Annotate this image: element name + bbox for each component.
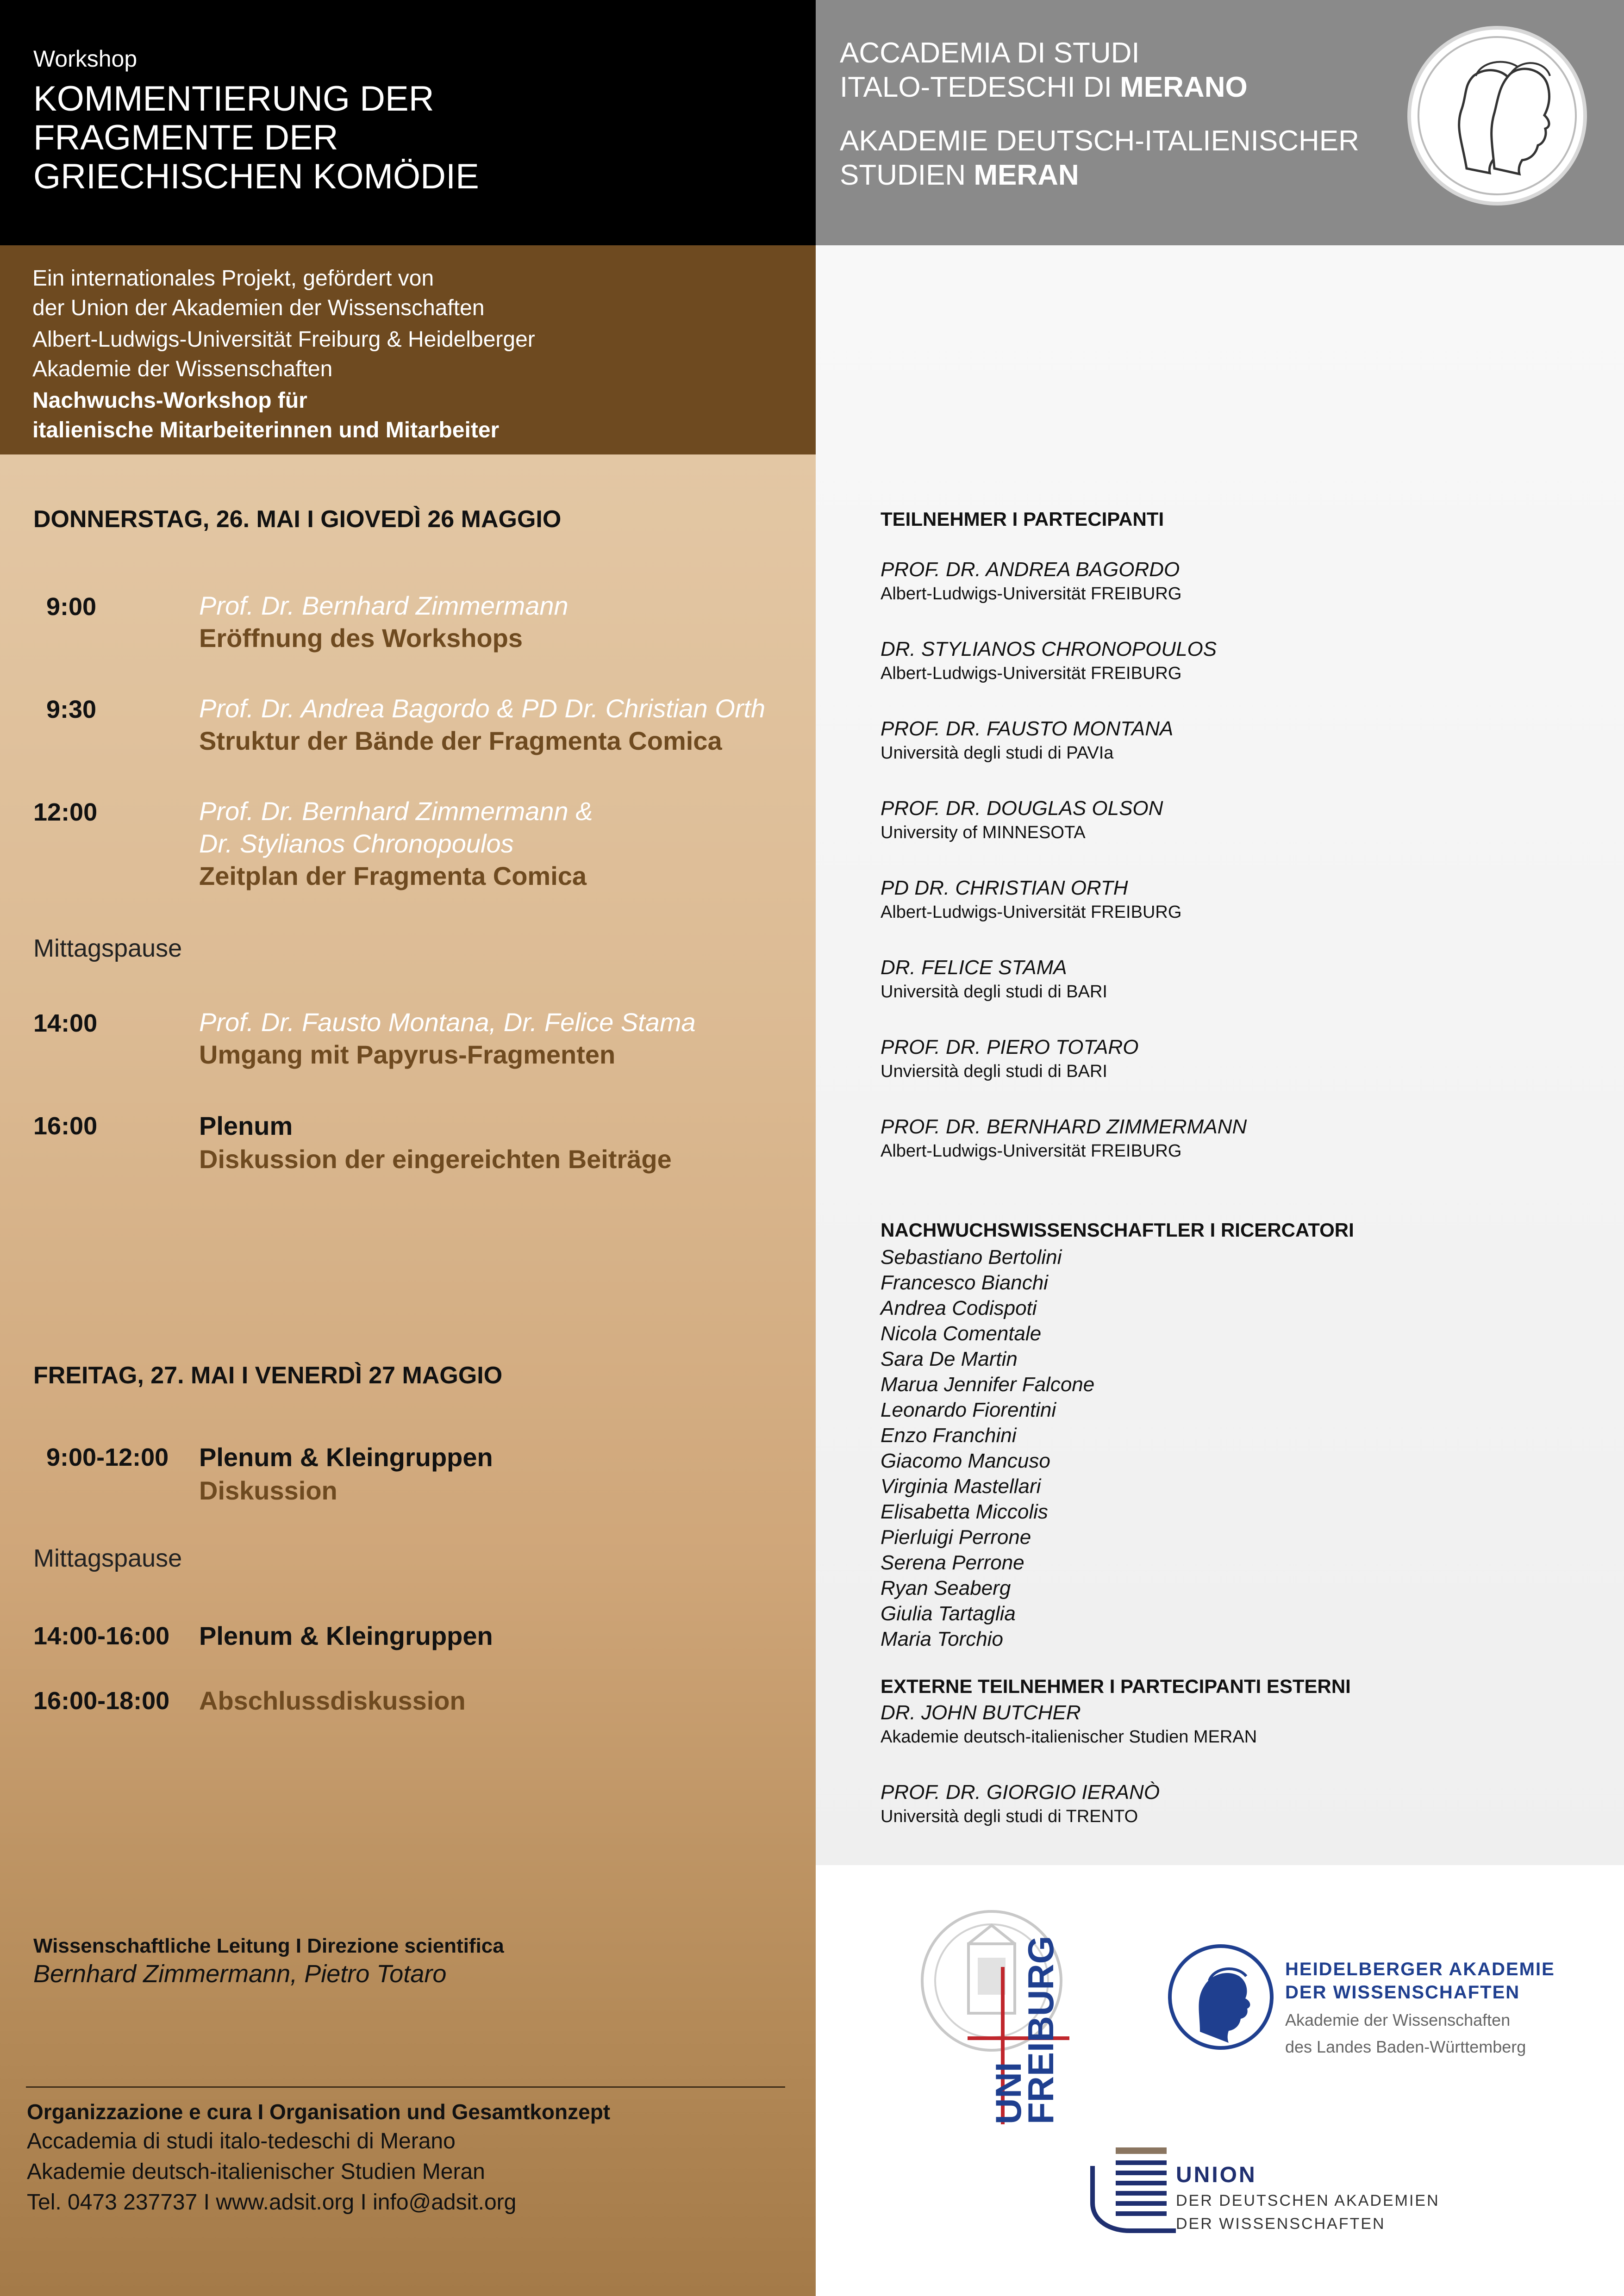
- lunch-break: Mittagspause: [33, 1544, 182, 1572]
- leadership-names: Bernhard Zimmermann, Pietro Totaro: [33, 1960, 447, 1988]
- researcher-name: Sara De Martin: [881, 1348, 1018, 1370]
- researcher-name: Nicola Comentale: [881, 1322, 1042, 1345]
- schedule-time: 9:30: [46, 696, 97, 723]
- researcher-name: Giulia Tartaglia: [881, 1602, 1016, 1625]
- schedule-speaker: Prof. Dr. Bernhard Zimmermann: [199, 591, 568, 620]
- schedule-speaker: Prof. Dr. Andrea Bagordo & PD Dr. Christian Orth: [199, 694, 766, 723]
- participant-affiliation: Akademie deutsch-italienischer Studien MERAN: [881, 1727, 1257, 1747]
- participant-name: DR. JOHN BUTCHER: [881, 1701, 1081, 1724]
- organization-line: Accademia di studi italo-tedeschi di Merano: [27, 2129, 456, 2153]
- schedule-speaker: Prof. Dr. Bernhard Zimmermann &: [199, 796, 593, 826]
- day2-heading: FREITAG, 27. MAI I VENERDÌ 27 MAGGIO: [33, 1362, 503, 1389]
- participant-affiliation: Albert-Ludwigs-Universität FREIBURG: [881, 1141, 1182, 1161]
- divider: [26, 2086, 785, 2088]
- schedule-time: 14:00-16:00: [33, 1622, 170, 1650]
- academy-header: [816, 0, 1624, 245]
- schedule-label: Plenum & Kleingruppen: [199, 1443, 493, 1472]
- schedule-topic: Eröffnung des Workshops: [199, 623, 523, 653]
- union-logo-icon: [1088, 2147, 1181, 2235]
- funding-band: Ein internationales Projekt, gefördert von der Union der Akademien der Wissenschaften Albert-Ludwigs-Universität Freiburg & Heidelberger Akademie der Wissenschaften Nachwuchs-Workshop für italienische Mitarbeiterinnen und Mitarbeiter: [0, 245, 816, 454]
- schedule-time: 9:00: [46, 593, 97, 621]
- researcher-name: Elisabetta Miccolis: [881, 1500, 1048, 1523]
- schedule-topic: Diskussion der eingereichten Beiträge: [199, 1145, 672, 1174]
- participant-name: PROF. DR. GIORGIO IERANÒ: [881, 1781, 1160, 1804]
- researcher-name: Ryan Seaberg: [881, 1577, 1011, 1599]
- researchers-heading: NACHWUCHSWISSENSCHAFTLER I RICERCATORI: [881, 1219, 1354, 1241]
- participant-affiliation: Università degli studi di PAVIa: [881, 743, 1114, 763]
- schedule-topic: Umgang mit Papyrus-Fragmenten: [199, 1040, 616, 1069]
- academy-name-german: AKADEMIE DEUTSCH-ITALIENISCHER STUDIEN MERAN: [840, 125, 1359, 191]
- freiburg-wordmark: UNI: [988, 2062, 1029, 2124]
- academy-logo-icon: [1407, 26, 1587, 205]
- participant-name: PROF. DR. PIERO TOTARO: [881, 1036, 1139, 1058]
- participant-name: PROF. DR. BERNHARD ZIMMERMANN: [881, 1115, 1247, 1138]
- participant-name: PROF. DR. FAUSTO MONTANA: [881, 717, 1174, 740]
- academy-name-italian: ACCADEMIA DI STUDI ITALO-TEDESCHI DI MERANO: [840, 37, 1248, 103]
- participant-name: PROF. DR. ANDREA BAGORDO: [881, 558, 1180, 581]
- participant-affiliation: Università degli studi di BARI: [881, 982, 1107, 1002]
- workshop-kicker: Workshop: [33, 46, 137, 72]
- workshop-header: [0, 0, 816, 245]
- schedule-label: Plenum & Kleingruppen: [199, 1621, 493, 1650]
- researcher-name: Maria Torchio: [881, 1628, 1003, 1650]
- heidelberg-academy-text: HEIDELBERGER AKADEMIE DER WISSENSCHAFTEN Akademie der Wissenschaften des Landes Baden-Württemberg: [1285, 1959, 1555, 2056]
- schedule-topic: Diskussion: [199, 1476, 337, 1505]
- schedule-speaker: Prof. Dr. Fausto Montana, Dr. Felice Stama: [199, 1008, 696, 1037]
- researcher-name: Leonardo Fiorentini: [881, 1399, 1056, 1421]
- participant-name: PROF. DR. DOUGLAS OLSON: [881, 797, 1163, 820]
- schedule-time: 16:00-18:00: [33, 1687, 170, 1715]
- researcher-name: Francesco Bianchi: [881, 1271, 1048, 1294]
- researcher-name: Andrea Codispoti: [881, 1297, 1037, 1319]
- external-heading: EXTERNE TEILNEHMER I PARTECIPANTI ESTERNI: [881, 1675, 1351, 1697]
- participants-heading: TEILNEHMER I PARTECIPANTI: [881, 508, 1164, 530]
- workshop-title: KOMMENTIERUNG DER FRAGMENTE DER GRIECHISCHEN KOMÖDIE: [33, 79, 479, 196]
- researcher-name: Enzo Franchini: [881, 1424, 1017, 1447]
- participant-affiliation: Albert-Ludwigs-Universität FREIBURG: [881, 664, 1182, 683]
- researcher-name: Pierluigi Perrone: [881, 1526, 1031, 1549]
- schedule-time: 14:00: [33, 1009, 98, 1037]
- participants-panel: [816, 245, 1624, 1865]
- schedule-speaker: Dr. Stylianos Chronopoulos: [199, 829, 514, 858]
- participant-affiliation: Unviersità degli studi di BARI: [881, 1062, 1107, 1081]
- organization-line: Akademie deutsch-italienischer Studien Meran: [27, 2159, 485, 2184]
- schedule-topic: Zeitplan der Fragmenta Comica: [199, 861, 587, 890]
- participant-name: DR. FELICE STAMA: [881, 956, 1067, 979]
- participant-affiliation: University of MINNESOTA: [881, 823, 1086, 842]
- leadership-heading: Wissenschaftliche Leitung I Direzione scientifica: [33, 1935, 504, 1957]
- participant-affiliation: Albert-Ludwigs-Universität FREIBURG: [881, 902, 1182, 922]
- researcher-name: Virginia Mastellari: [881, 1475, 1041, 1498]
- researcher-name: Giacomo Mancuso: [881, 1450, 1050, 1472]
- schedule-time: 16:00: [33, 1112, 98, 1140]
- researcher-name: Serena Perrone: [881, 1551, 1024, 1574]
- schedule-panel: [0, 454, 816, 2296]
- union-academies-text: UNION DER DEUTSCHEN AKADEMIEN DER WISSENSCHAFTEN: [1176, 2163, 1440, 2233]
- researcher-name: Marua Jennifer Falcone: [881, 1373, 1095, 1396]
- schedule-time: 12:00: [33, 798, 98, 826]
- schedule-time: 9:00-12:00: [46, 1444, 169, 1471]
- schedule-label: Plenum: [199, 1111, 293, 1140]
- lunch-break: Mittagspause: [33, 934, 182, 962]
- schedule-topic: Struktur der Bände der Fragmenta Comica: [199, 726, 722, 755]
- freiburg-wordmark: FREIBURG: [1020, 1935, 1061, 2124]
- day1-heading: DONNERSTAG, 26. MAI I GIOVEDÌ 26 MAGGIO: [33, 506, 562, 533]
- participant-affiliation: Albert-Ludwigs-Universität FREIBURG: [881, 584, 1182, 604]
- participant-name: PD DR. CHRISTIAN ORTH: [881, 877, 1128, 899]
- schedule-topic: Abschlussdiskussion: [199, 1686, 466, 1715]
- organization-contact: Tel. 0473 237737 I www.adsit.org I info@adsit.org: [27, 2190, 517, 2215]
- heidelberg-medallion-icon: [1168, 1944, 1274, 2050]
- organization-heading: Organizzazione e cura I Organisation und Gesamtkonzept: [27, 2100, 611, 2124]
- participant-name: DR. STYLIANOS CHRONOPOULOS: [881, 638, 1217, 660]
- researcher-name: Sebastiano Bertolini: [881, 1246, 1062, 1269]
- participant-affiliation: Università degli studi di TRENTO: [881, 1807, 1138, 1826]
